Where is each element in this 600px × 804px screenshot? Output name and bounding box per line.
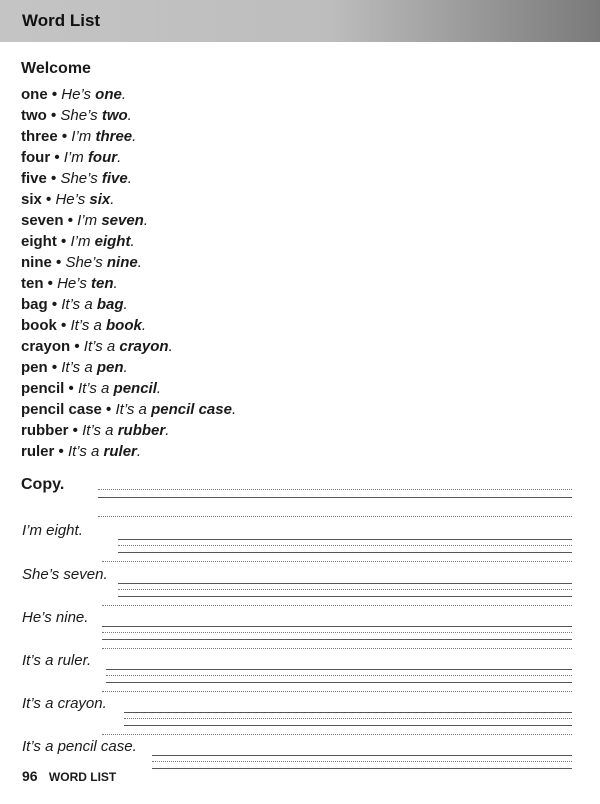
word-list-item	[21, 420, 236, 441]
sentence-start: It’s a	[61, 296, 97, 313]
writing-guide-line	[102, 605, 572, 606]
sentence-end: .	[156, 380, 162, 397]
bullet: •	[47, 296, 62, 313]
example-sentence	[61, 359, 127, 376]
word-list-item	[21, 294, 236, 315]
sentence-keyword: ten	[91, 275, 114, 292]
sentence-start: It’s a	[77, 380, 114, 397]
sentence-end: .	[113, 275, 118, 292]
sentence-end: .	[123, 359, 128, 376]
example-sentence	[61, 296, 127, 313]
example-sentence	[84, 338, 173, 355]
vocab-word: five	[21, 170, 47, 187]
sentence-end: .	[130, 233, 135, 250]
bullet: •	[41, 191, 56, 208]
sentence-keyword: bag	[96, 296, 124, 313]
copy-prompt: It’s a crayon.	[22, 695, 107, 712]
word-list-item	[21, 231, 236, 252]
word-list-item	[21, 378, 236, 399]
bullet: •	[47, 86, 62, 103]
vocab-word: six	[21, 191, 42, 208]
page-number: 96	[22, 768, 38, 784]
sentence-keyword: five	[101, 170, 128, 187]
bullet: •	[51, 254, 66, 271]
vocab-word: bag	[21, 296, 48, 313]
sentence-keyword: eight	[94, 233, 131, 250]
bullet: •	[47, 359, 62, 376]
bullet: •	[43, 275, 58, 292]
copy-prompt: I’m eight.	[22, 522, 83, 539]
sentence-keyword: one	[95, 86, 122, 103]
sentence-start: It’s a	[67, 443, 104, 460]
sentence-keyword: crayon	[119, 338, 169, 355]
page-header	[0, 0, 600, 42]
copy-prompt: It’s a ruler.	[22, 652, 92, 669]
writing-guide-line	[152, 761, 572, 762]
example-sentence	[55, 191, 114, 208]
copy-prompt: He’s nine.	[22, 609, 89, 626]
writing-guide-line	[102, 734, 572, 735]
section-title: Welcome	[21, 60, 91, 77]
word-list-item	[21, 357, 236, 378]
bullet: •	[50, 149, 64, 166]
writing-guide-line	[118, 589, 572, 590]
bullet: •	[63, 212, 78, 229]
vocab-word: rubber	[21, 422, 69, 439]
writing-line	[124, 725, 572, 726]
writing-guide-line	[98, 489, 572, 490]
bullet: •	[54, 443, 68, 460]
writing-guide-line	[98, 516, 572, 517]
vocab-word: pen	[21, 359, 48, 376]
writing-line	[98, 497, 572, 498]
sentence-start: I’m	[70, 233, 95, 250]
sentence-keyword: six	[89, 191, 111, 208]
sentence-end: .	[165, 422, 170, 439]
sentence-keyword: book	[106, 317, 142, 334]
writing-line	[152, 768, 572, 769]
sentence-end: .	[117, 149, 122, 166]
writing-line	[102, 639, 572, 640]
writing-guide-line	[102, 691, 572, 692]
sentence-keyword: three	[95, 128, 133, 145]
sentence-start: It’s a	[83, 338, 120, 355]
sentence-end: .	[136, 443, 142, 460]
bullet: •	[56, 317, 71, 334]
example-sentence	[57, 275, 118, 292]
sentence-keyword: two	[101, 107, 128, 124]
vocab-word: pencil case	[21, 401, 102, 418]
bullet: •	[70, 338, 84, 355]
vocab-word: pencil	[21, 380, 65, 397]
sentence-start: It’s a	[70, 317, 107, 334]
vocab-word: ruler	[21, 443, 55, 460]
writing-guide-line	[106, 675, 572, 676]
writing-line	[118, 539, 572, 540]
vocab-word: two	[21, 107, 47, 124]
example-sentence	[60, 170, 131, 187]
sentence-start: He’s	[57, 275, 91, 292]
word-list-item	[21, 126, 236, 147]
example-sentence	[71, 128, 136, 145]
writing-line	[118, 583, 572, 584]
writing-line	[106, 669, 572, 670]
word-list-item	[21, 315, 236, 336]
example-sentence	[64, 149, 122, 166]
writing-line	[102, 626, 572, 627]
sentence-end: .	[123, 296, 128, 313]
sentence-start: I’m	[63, 149, 88, 166]
sentence-start: He’s	[55, 191, 90, 208]
word-list-item	[21, 147, 236, 168]
footer-label: WORD LIST	[48, 770, 117, 784]
vocab-word: one	[21, 86, 48, 103]
example-sentence	[70, 317, 146, 334]
bullet: •	[46, 170, 61, 187]
word-list-item	[21, 399, 236, 420]
bullet: •	[68, 422, 83, 439]
sentence-end: .	[231, 401, 237, 418]
sentence-start: I’m	[71, 128, 96, 145]
sentence-start: It’s a	[82, 422, 118, 439]
example-sentence	[115, 401, 236, 418]
page-footer	[22, 768, 116, 784]
sentence-end: .	[143, 212, 149, 229]
word-list-item	[21, 84, 236, 105]
sentence-keyword: pen	[96, 359, 124, 376]
writing-line	[106, 682, 572, 683]
sentence-end: .	[132, 128, 137, 145]
word-list	[21, 84, 236, 462]
word-list-item	[21, 273, 236, 294]
vocab-word: four	[21, 149, 51, 166]
header-title: Word List	[22, 11, 101, 30]
word-list-item	[21, 336, 236, 357]
vocab-word: eight	[21, 233, 57, 250]
sentence-end: .	[168, 338, 173, 355]
sentence-start: It’s a	[115, 401, 152, 418]
example-sentence	[60, 107, 131, 124]
vocab-word: ten	[21, 275, 44, 292]
vocab-word: book	[21, 317, 57, 334]
bullet: •	[64, 380, 78, 397]
example-sentence	[65, 254, 141, 271]
sentence-end: .	[141, 317, 147, 334]
copy-prompt: It’s a pencil case.	[22, 738, 137, 755]
bullet: •	[57, 128, 72, 145]
sentence-end: .	[137, 254, 142, 271]
word-list-item	[21, 189, 236, 210]
sentence-keyword: ruler	[103, 443, 137, 460]
vocab-word: seven	[21, 212, 64, 229]
example-sentence	[77, 212, 148, 229]
writing-line	[152, 755, 572, 756]
bullet: •	[56, 233, 71, 250]
vocab-word: crayon	[21, 338, 71, 355]
sentence-start: I’m	[77, 212, 102, 229]
writing-line	[118, 596, 572, 597]
sentence-start: She’s	[60, 107, 102, 124]
bullet: •	[46, 107, 61, 124]
sentence-keyword: seven	[101, 212, 144, 229]
sentence-keyword: pencil case	[151, 401, 232, 418]
word-list-item	[21, 168, 236, 189]
example-sentence	[82, 422, 169, 439]
sentence-keyword: pencil	[113, 380, 157, 397]
copy-prompt: She’s seven.	[22, 566, 108, 583]
vocab-word: nine	[21, 254, 52, 271]
writing-line	[118, 552, 572, 553]
example-sentence	[61, 86, 126, 103]
word-list-item	[21, 441, 236, 462]
writing-line	[124, 712, 572, 713]
word-list-item	[21, 210, 236, 231]
sentence-start: He’s	[61, 86, 96, 103]
sentence-end: .	[121, 86, 127, 103]
example-sentence	[68, 443, 141, 460]
sentence-start: She’s	[65, 254, 107, 271]
example-sentence	[78, 380, 161, 397]
writing-guide-line	[118, 545, 572, 546]
sentence-keyword: rubber	[117, 422, 166, 439]
example-sentence	[70, 233, 134, 250]
sentence-end: .	[127, 170, 132, 187]
sentence-keyword: nine	[106, 254, 138, 271]
writing-guide-line	[102, 648, 572, 649]
writing-guide-line	[102, 632, 572, 633]
writing-guide-line	[102, 561, 572, 562]
vocab-word: three	[21, 128, 58, 145]
sentence-end: .	[127, 107, 132, 124]
sentence-keyword: four	[87, 149, 118, 166]
sentence-end: .	[110, 191, 115, 208]
sentence-start: It’s a	[61, 359, 97, 376]
bullet: •	[101, 401, 116, 418]
writing-guide-line	[124, 718, 572, 719]
word-list-item	[21, 105, 236, 126]
copy-title: Copy.	[21, 476, 65, 493]
word-list-item	[21, 252, 236, 273]
sentence-start: She’s	[60, 170, 102, 187]
